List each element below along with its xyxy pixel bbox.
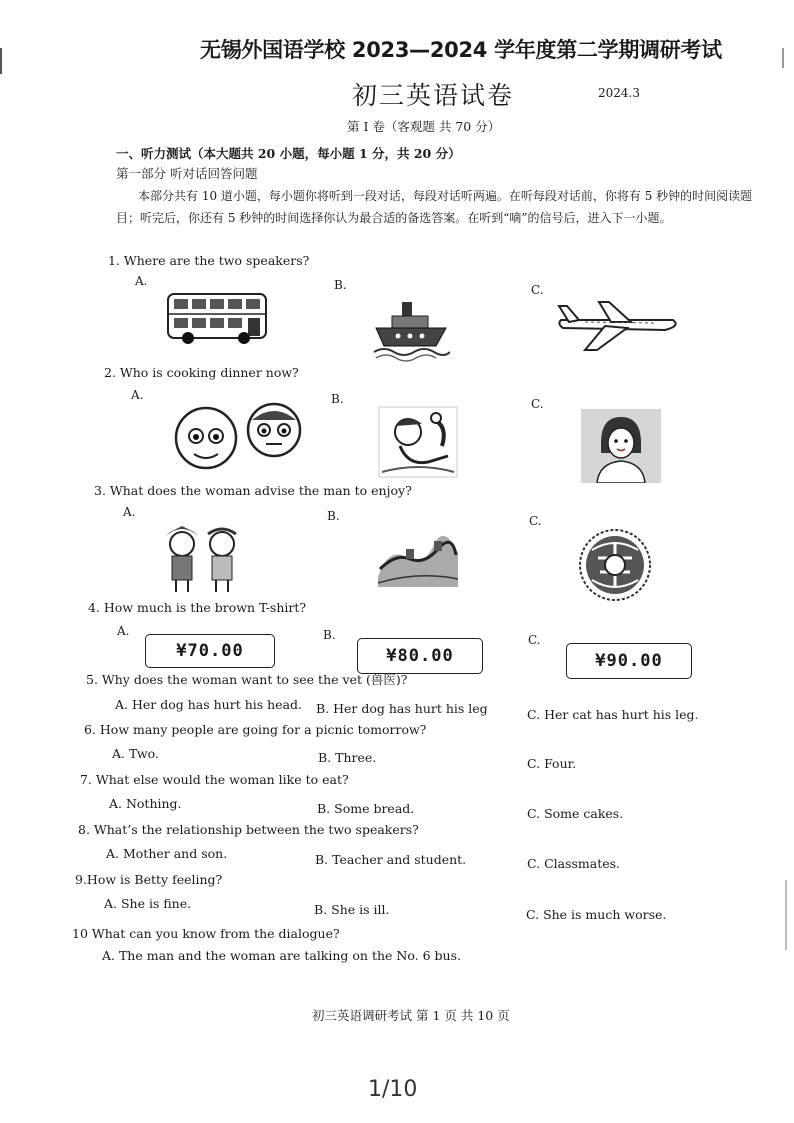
option-c: C. Classmates. [527, 856, 621, 871]
question-1: 1. Where are the two speakers? [108, 253, 310, 268]
price-tag: ¥70.00 [145, 634, 275, 668]
question-10: 10 What can you know from the dialogue? [72, 926, 340, 941]
option-a: A. Nothing. [109, 796, 182, 811]
option-b: B. Teacher and student. [315, 852, 467, 867]
option-label: C. [528, 633, 541, 647]
scan-margin-mark [782, 48, 784, 68]
option-label: B. [334, 278, 347, 292]
option-label: B. [331, 392, 344, 406]
part-heading: 第一部分 听对话回答问题 [116, 166, 258, 181]
option-c: C. Four. [527, 756, 577, 771]
option-label: C. [529, 514, 542, 528]
question-5: 5. Why does the woman want to see the vet (兽医)? [86, 672, 408, 687]
option-b: B. Some bread. [317, 801, 415, 816]
price-tag: ¥80.00 [357, 638, 483, 674]
option-b: B. She is ill. [314, 902, 390, 917]
option-label: A. [123, 505, 136, 519]
exam-date: 2024.3 [598, 86, 640, 100]
airplane-icon [555, 296, 683, 352]
scan-margin-mark [785, 880, 787, 950]
option-label: A. [117, 624, 130, 638]
man-icon [378, 406, 458, 478]
option-label: B. [327, 509, 340, 523]
ship-icon [372, 298, 450, 362]
boys-faces-icon [174, 400, 306, 474]
option-label: A. [131, 388, 144, 402]
woman-icon [581, 409, 661, 483]
exam-title: 无锡外国语学校 2023—2024 学年度第二学期调研考试 [200, 38, 722, 62]
question-6: 6. How many people are going for a picnic tomorrow? [84, 722, 427, 737]
option-c: C. Some cakes. [527, 806, 624, 821]
page-indicator: 1/10 [368, 1077, 418, 1102]
price-tag: ¥90.00 [566, 643, 692, 679]
option-label: C. [531, 283, 544, 297]
option-b: B. Her dog has hurt his leg [316, 701, 488, 716]
option-label: A. [135, 274, 148, 288]
question-3: 3. What does the woman advise the man to enjoy? [94, 483, 412, 498]
option-b: B. Three. [318, 750, 377, 765]
great-wall-icon [378, 527, 458, 587]
option-a: A. Mother and son. [106, 846, 228, 861]
option-a: A. Her dog has hurt his head. [115, 697, 302, 712]
instructions-paragraph: 本部分共有 10 道小题，每小题你将听到一段对话，每段对话听两遍。在听每段对话前，你将有 5 秒钟的时间阅读题目；听完后，你还有 5 秒钟的时间选择你认为最合适的备选答案。在听到“嘀”的信号后，进入下一小题。 [116, 189, 753, 225]
option-c: C. She is much worse. [526, 907, 667, 922]
option-label: B. [323, 628, 336, 642]
section-heading: 一、听力测试（本大题共 20 小题，每小题 1 分，共 20 分） [116, 146, 461, 161]
option-a: A. Two. [112, 746, 159, 761]
opera-couple-icon [160, 522, 246, 594]
question-8: 8. What’s the relationship between the two speakers? [78, 822, 419, 837]
paper-cut-icon [578, 528, 652, 602]
scan-margin-mark [0, 48, 2, 74]
question-2: 2. Who is cooking dinner now? [104, 365, 299, 380]
volume-heading: 第 I 卷（客观题 共 70 分） [347, 119, 501, 134]
question-4: 4. How much is the brown T-shirt? [88, 600, 307, 615]
bus-icon [166, 290, 270, 346]
option-label: C. [531, 397, 544, 411]
question-7: 7. What else would the woman like to eat? [80, 772, 349, 787]
question-9: 9.How is Betty feeling? [75, 872, 223, 887]
option-a: A. She is fine. [104, 896, 192, 911]
option-c: C. Her cat has hurt his leg. [527, 707, 699, 722]
page-footer: 初三英语调研考试 第 1 页 共 10 页 [312, 1008, 510, 1023]
exam-subtitle: 初三英语试卷 [352, 81, 515, 110]
option-a: A. The man and the woman are talking on the No. 6 bus. [102, 948, 461, 963]
